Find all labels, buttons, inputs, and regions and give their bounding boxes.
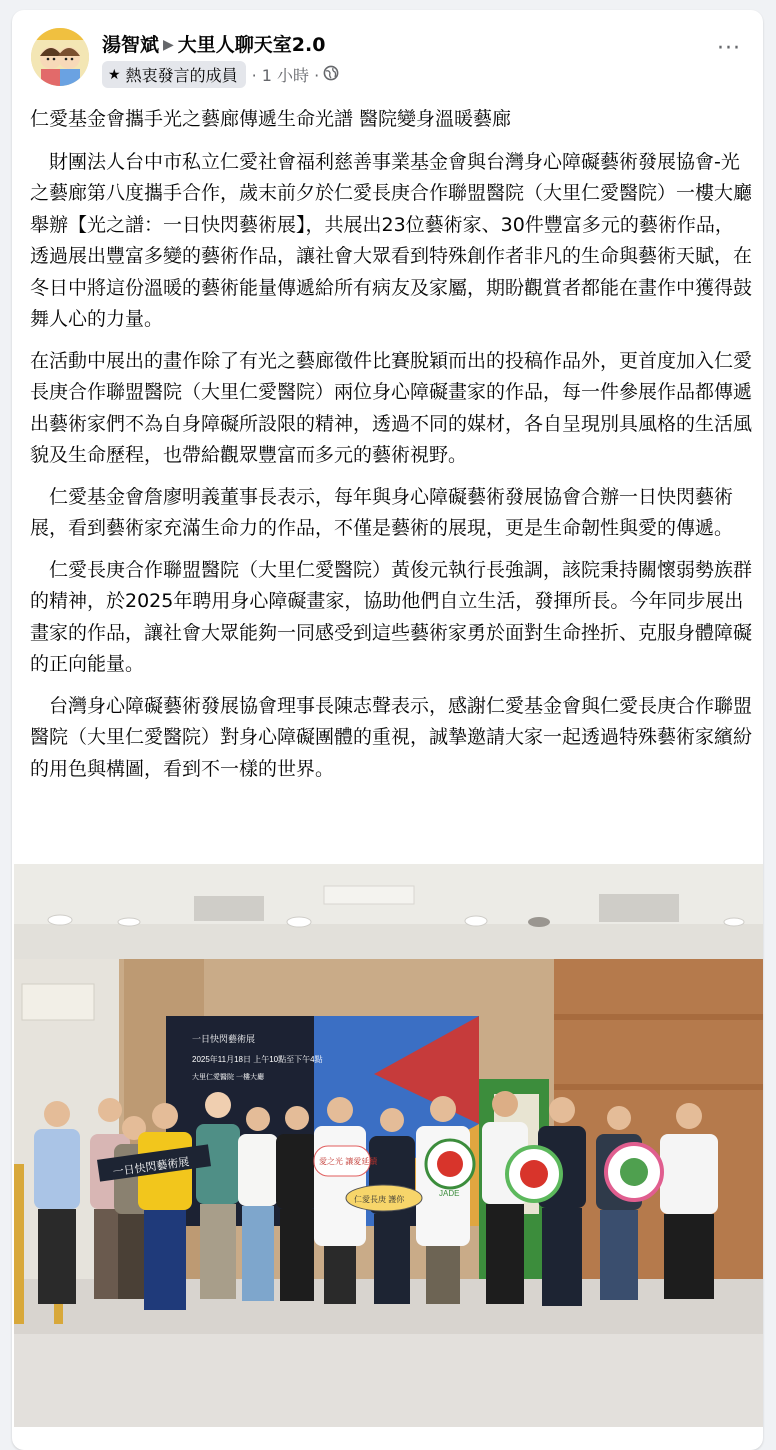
post-photo[interactable]	[14, 864, 763, 1427]
event-group-photo	[14, 864, 763, 1427]
avatar-image	[31, 28, 89, 86]
photo-sign-right: 仁愛長庚 護你	[354, 1195, 405, 1204]
post-author-line	[102, 30, 325, 57]
star-icon: ★	[108, 66, 121, 83]
member-badge[interactable]	[102, 61, 246, 88]
more-horizontal-icon[interactable]: ···	[717, 36, 741, 61]
globe-icon[interactable]	[323, 65, 339, 85]
photo-sign-left: 愛之光 讓愛延續	[319, 1157, 378, 1166]
post-paragraph: 在活動中展出的畫作除了有光之藝廊徵件比賽脫穎而出的投稿作品外，更首度加入仁愛長庚合作聯盟醫院（大里仁愛醫院）兩位身心障礙畫家的作品，每一件參展作品都傳遞出藝術家們不為自身障礙所設限的精神，透過不同的媒材，各自呈現別具風格的生活風貌及生命歷程，也帶給觀眾豐富而多元的藝術視野。	[30, 349, 753, 466]
screen-venue: 大里仁愛醫院 一樓大廳	[192, 1074, 264, 1081]
post-paragraph: 台灣身心障礙藝術發展協會理事長陳志聲表示，感謝仁愛基金會與仁愛長庚合作聯盟醫院（大里仁愛醫院）對身心障礙團體的重視，誠摯邀請大家一起透過特殊藝術家繽紛的用色與構圖，看到不一樣的世界。	[30, 694, 753, 780]
avatar[interactable]	[31, 28, 89, 86]
post-meta	[102, 61, 339, 88]
post-paragraph: 財團法人台中市私立仁愛社會福利慈善事業基金會與台灣身心障礙藝術發展協會-光之藝廊第八度攜手合作，歲末前夕於仁愛長庚合作聯盟醫院（大里仁愛醫院）一樓大廳舉辦【光之譜：一日快閃藝術展】，共展出23位藝術家、30件豐富多元的藝術作品，透過展出豐富多變的藝術作品，讓社會大眾看到特殊創作者非凡的生命與藝術天賦，在冬日中將這份溫暖的藝術能量傳遞給所有病友及家屬，期盼觀賞者都能在畫作中獲得鼓舞人心的力量。	[30, 150, 753, 330]
post-header	[12, 10, 763, 92]
group-name[interactable]: 大里人聊天室2.0	[177, 34, 326, 56]
photo-banner: 一日快閃藝術展	[112, 1156, 191, 1179]
post-title: 仁愛基金會攜手光之藝廊傳遞生命光譜 醫院變身溫暖藝廊	[30, 108, 512, 130]
screen-date: 2025年11月18日 上午10點至下午4點	[192, 1055, 323, 1064]
photo-sign-jade: JADE	[439, 1189, 460, 1198]
post-paragraph: 仁愛基金會詹廖明義董事長表示，每年與身心障礙藝術發展協會合辦一日快閃藝術展，看到藝術家充滿生命力的作品，不僅是藝術的展現，更是生命韌性與愛的傳遞。	[30, 485, 734, 539]
screen-title: 一日快閃藝術展	[192, 1034, 256, 1044]
triangle-right-icon: ▶	[163, 37, 174, 53]
post-card	[12, 10, 763, 1450]
post-paragraph: 仁愛長庚合作聯盟醫院（大里仁愛醫院）黃俊元執行長強調，該院秉持關懷弱勢族群的精神，於2025年聘用身心障礙畫家，協助他們自立生活，發揮所長。今年同步展出畫家的作品，讓社會大眾能夠一同感受到這些藝術家勇於面對生命挫折、克服身體障礙的正向能量。	[30, 558, 753, 675]
member-badge-label: 熱衷發言的成員	[125, 66, 238, 85]
post-body	[30, 104, 752, 795]
author-name[interactable]: 湯智斌	[102, 34, 160, 56]
post-time[interactable]: · 1 小時 ·	[251, 66, 320, 85]
